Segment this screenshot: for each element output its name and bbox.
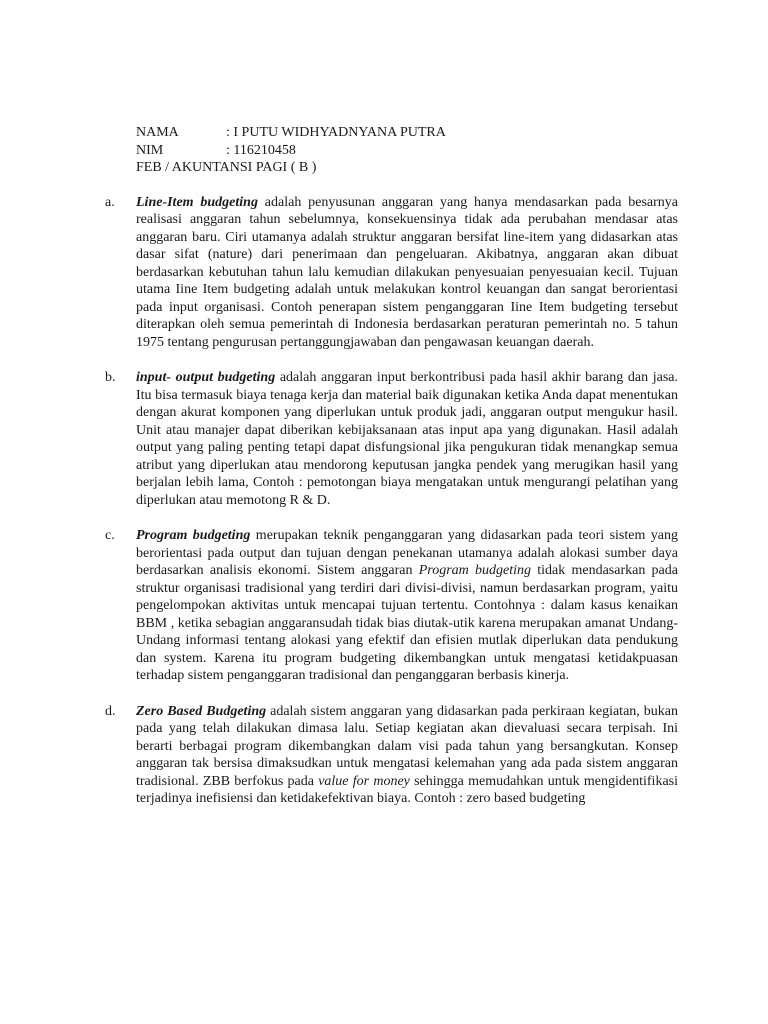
budgeting-list bbox=[105, 194, 678, 808]
item-text: adalah penyusunan anggaran yang hanya mendasarkan pada besarnya realisasi anggaran tahun sebelumnya, konsekuensinya tidak ada perubahan mendasar atas anggaran baru. Ciri utamanya adalah struktur anggaran bersifat line-item yang didasarkan atas dasar sifat (nature) dari penerimaan dan pengeluaran. Akibatnya, anggaran akan dibuat berdasarkan kebutuhan tahun lalu kemudian dilakukan penyesuaian penyesuaian kecil. Tujuan utama Iine Item budgeting adalah untuk melakukan kontrol keuangan dan sangat berorientasi pada input organisasi. Contoh penerapan sistem penganggaran Iine Item budgeting tersebut diterapkan oleh semua pemerintah di Indonesia berdasarkan peraturan pemerintah no. 5 tahun 1975 tentang pengurusan pertanggungjawaban dan pengawasan keuangan daerah. bbox=[136, 194, 678, 350]
nim-row bbox=[136, 142, 678, 160]
item-text-after: sehingga memudahkan untuk mengidentifikasi terjadinya inefisiensi dan ketidakefektivan biaya. Contoh : zero based budgeting bbox=[136, 773, 678, 806]
list-item-program-budgeting bbox=[105, 527, 678, 685]
name-row bbox=[136, 124, 678, 142]
item-marker: b. bbox=[105, 370, 116, 385]
emphasis-value-for-money: value for money bbox=[318, 773, 410, 789]
item-text: adalah anggaran input berkontribusi pada hasil akhir barang dan jasa. Itu bisa termasuk biaya tenaga kerja dan material baik digunakan ketika Anda dapat menentukan dengan akurat komponen yang diperlukan untuk produk jadi, anggaran output mengukur hasil. Unit atau manajer dapat diberikan kebijaksanaan atas input apa yang digunakan. Hasil adalah output yang paling penting tetapi dapat disfungsional jika pengukuran tidak menangkap semua atribut yang diperlukan atau mendorong keputusan jangka pendek yang merugikan hasil yang berjalan lebih lama, Contoh : pemotongan biaya mengatakan untuk mengurangi pelatihan yang diperlukan atau memotong R & D. bbox=[136, 370, 678, 508]
term-input-output-budgeting: input- output budgeting bbox=[136, 370, 276, 385]
list-item-line-item-budgeting bbox=[105, 194, 678, 352]
name-label: NAMA bbox=[136, 125, 179, 140]
term-zero-based-budgeting: Zero Based Budgeting bbox=[136, 703, 267, 719]
term-program-budgeting: Program budgeting bbox=[136, 528, 251, 543]
list-item-input-output-budgeting bbox=[105, 369, 678, 509]
term-line-item-budgeting: Line-Item budgeting bbox=[136, 194, 258, 210]
item-text-before: merupakan teknik penganggaran yang didasarkan pada teori sistem yang berorientasi pada output dan tujuan dengan penekanan utamanya adalah alokasi sumber daya berdasarkan analisis ekonomi. Sistem anggaran bbox=[136, 528, 679, 578]
nim-value: : 116210458 bbox=[226, 142, 296, 158]
emphasis-program-budgeting: Program budgeting bbox=[418, 563, 531, 578]
item-marker: d. bbox=[105, 703, 116, 719]
item-marker: a. bbox=[105, 194, 115, 210]
item-marker: c. bbox=[105, 528, 115, 543]
student-header bbox=[136, 124, 678, 177]
item-text-before: adalah sistem anggaran yang didasarkan pada perkiraan kegiatan, bukan pada yang telah dilakukan dimasa lalu. Setiap kegiatan akan dievaluasi secara terpisah. Ini berarti berbagai program dikembangkan dalam visi pada tahun yang bersangkutan. Konsep anggaran tak bersisa dimaksudkan untuk mengatasi kelemahan yang ada pada sistem anggaran tradisional. ZBB berfokus pada bbox=[136, 703, 678, 789]
list-item-zero-based-budgeting bbox=[105, 703, 678, 808]
nim-label: NIM bbox=[136, 142, 164, 158]
faculty-line: FEB / AKUNTANSI PAGI ( B ) bbox=[136, 160, 317, 175]
item-text-after: tidak mendasarkan pada struktur organisasi tradisional yang terdiri dari divisi-divisi, namun berdasarkan program, yaitu pengelompokan aktivitas untuk mencapai tujuan tertentu. Contohnya : dalam kasus kenaikan BBM , ketika sebagian anggaransudah tidak bias diutak-utik karena merupakan amanat Undang-Undang informasi tentang alokasi yang efektif dan efisien mutlak diperlukan data pendukung dan system. Karena itu program budgeting dikembangkan untuk mengatasi ketidakpuasan terhadap sistem penganggaran tradisional dan penganggaran berbasis kinerja. bbox=[136, 563, 678, 683]
name-value: : I PUTU WIDHYADNYANA PUTRA bbox=[226, 125, 446, 140]
